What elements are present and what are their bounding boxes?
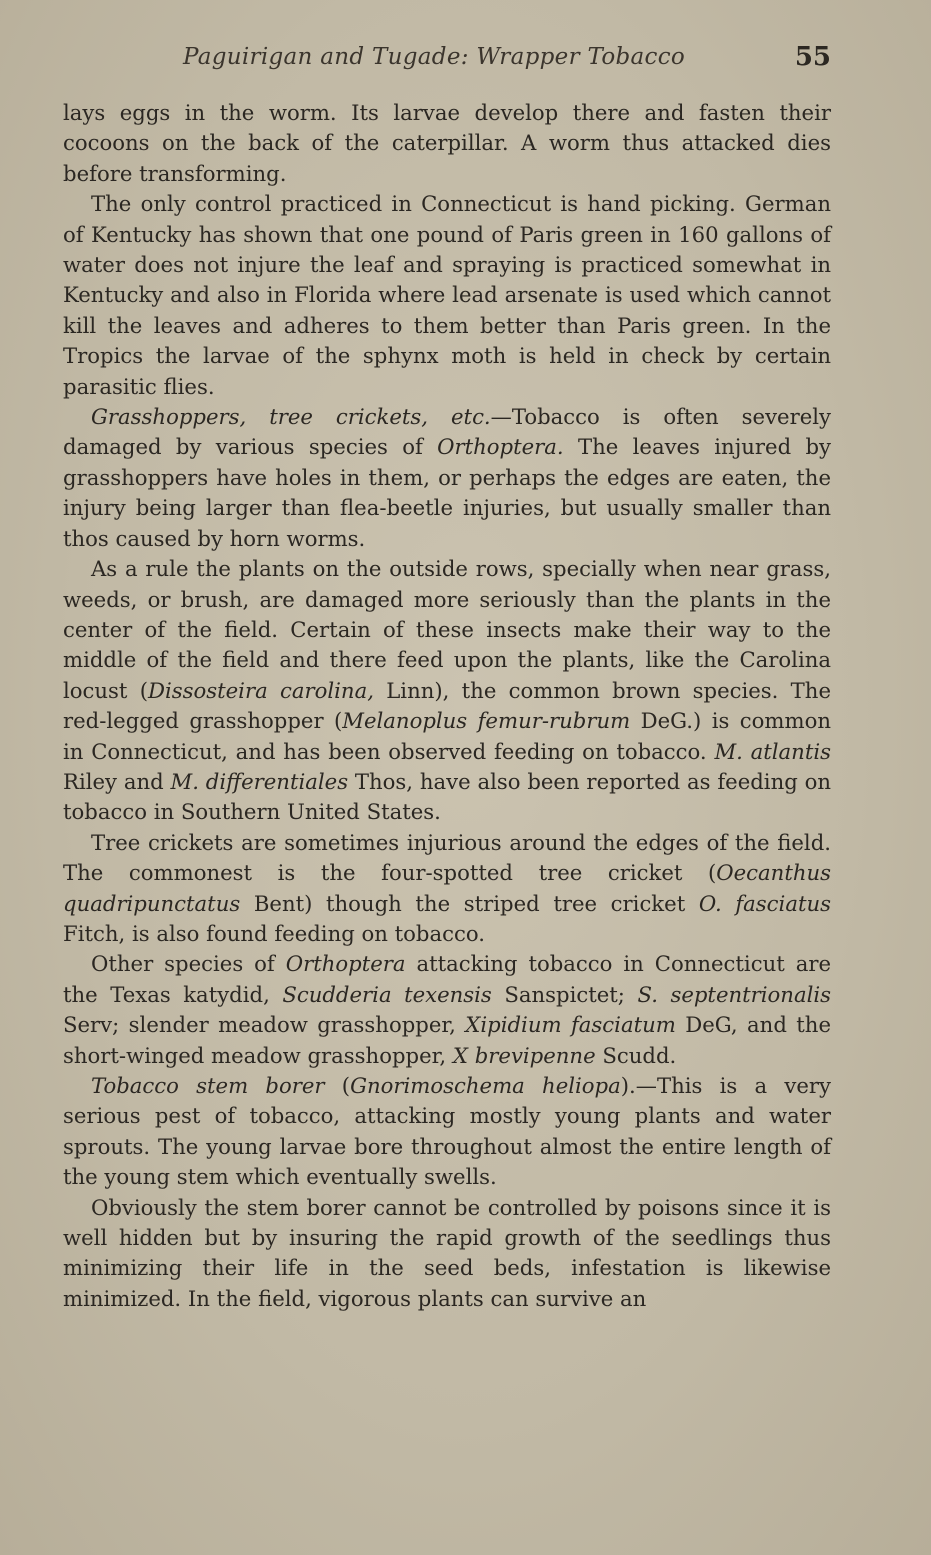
text-run: Linn), the common brown species. The red-legged grasshopper ( xyxy=(63,677,831,734)
text-run: Sanspictet; xyxy=(491,981,638,1007)
paragraph xyxy=(63,828,831,950)
text-run: attacking tobacco in Connecticut are the Texas katydid, xyxy=(63,951,832,1007)
running-head: Paguirigan and Tugade: Wrapper Tobacco xyxy=(183,44,686,70)
italic-text: X brevipenne xyxy=(452,1042,596,1068)
paragraph xyxy=(63,402,831,554)
text-run: Other species of xyxy=(91,951,286,977)
page-number: 55 xyxy=(794,42,831,72)
italic-text: S. septentrionalis xyxy=(637,981,832,1007)
text-run: Obviously the stem borer cannot be controlled by poisons since it is well hidden but by insuring the rapid growth of the seedlings thus minimizing their life in the seed beds, infestation is likewise minimized. In the field, vigorous plants can survive an xyxy=(63,1194,831,1311)
italic-text: Xipidium fasciatum xyxy=(465,1012,676,1038)
text-run: The leaves injured by grasshoppers have holes in them, or perhaps the edges are eaten, the injury being larger than flea-beetle injuries, but usually smaller than thos caused by horn worms. xyxy=(63,434,832,551)
paragraph xyxy=(63,949,831,1071)
italic-text: Oecanthus quadripunctatus xyxy=(63,860,831,916)
text-run: lays eggs in the worm. Its larvae develop there and fasten their cocoons on the back of the caterpillar. A worm thus attacked dies before transforming. xyxy=(63,100,831,186)
italic-text: Melanoplus femur-rubrum xyxy=(342,708,631,734)
paragraph xyxy=(63,98,831,189)
italic-text: M. differentiales xyxy=(170,768,349,794)
text-run: Tree crickets are sometimes injurious around the edges of the field. The commonest is the four-spotted tree cricket ( xyxy=(63,829,831,886)
italic-text: O. fasciatus xyxy=(698,890,831,916)
text-run: As a rule the plants on the outside rows, specially when near grass, weeds, or brush, are damaged more seriously than the plants in the center of the field. Certain of these insects make their way to the middle of the field and there feed upon the plants, like the Carolina locust ( xyxy=(63,556,831,703)
italic-text: Orthoptera xyxy=(285,951,406,977)
text-run: DeG, and the short-winged meadow grasshopper, xyxy=(63,1012,831,1068)
italic-text: Orthoptera. xyxy=(437,434,564,460)
text-run: Serv; slender meadow grasshopper, xyxy=(63,1012,466,1038)
italic-text: M. atlantis xyxy=(714,738,831,764)
text-run: ( xyxy=(324,1073,351,1098)
text-run: ).—This is a very serious pest of tobacco, attacking mostly young plants and water sprouts. The young larvae bore throughout almost the entire length of the young stem which eventually swells. xyxy=(63,1073,831,1190)
page-header xyxy=(63,42,833,78)
text-run: Scudd. xyxy=(595,1042,677,1068)
italic-text: Grasshoppers, tree crickets, etc. xyxy=(91,404,491,430)
italic-text: Dissosteira carolina, xyxy=(147,677,374,703)
italic-text: Gnorimoschema heliopa xyxy=(350,1073,621,1098)
italic-text: Scudderia texensis xyxy=(282,981,492,1007)
body-text xyxy=(63,98,831,1314)
text-run: —Tobacco is often severely damaged by various species of xyxy=(63,404,831,460)
paragraph xyxy=(63,1071,831,1193)
text-run: DeG.) is common in Connecticut, and has been observed feeding on tobacco. xyxy=(63,708,831,764)
paragraph xyxy=(63,189,831,402)
text-run: The only control practiced in Connecticut is hand picking. German of Kentucky has shown that one pound of Paris green in 160 gallons of water does not injure the leaf and spraying is practiced somewhat in Kentucky and also in Florida where lead arsenate is used which cannot kill the leaves and adheres to them better than Paris green. In the Tropics the larvae of the sphynx moth is held in check by certain parasitic flies. xyxy=(63,191,831,399)
text-run: Bent) though the striped tree cricket xyxy=(240,890,699,916)
text-run: Riley and xyxy=(63,768,171,794)
paragraph xyxy=(63,554,831,828)
paragraph xyxy=(63,1193,831,1315)
text-run: Fitch, is also found feeding on tobacco. xyxy=(63,920,485,946)
italic-text: Tobacco stem borer xyxy=(91,1073,325,1098)
text-run: Thos, have also been reported as feeding on tobacco in Southern United States. xyxy=(63,768,832,825)
